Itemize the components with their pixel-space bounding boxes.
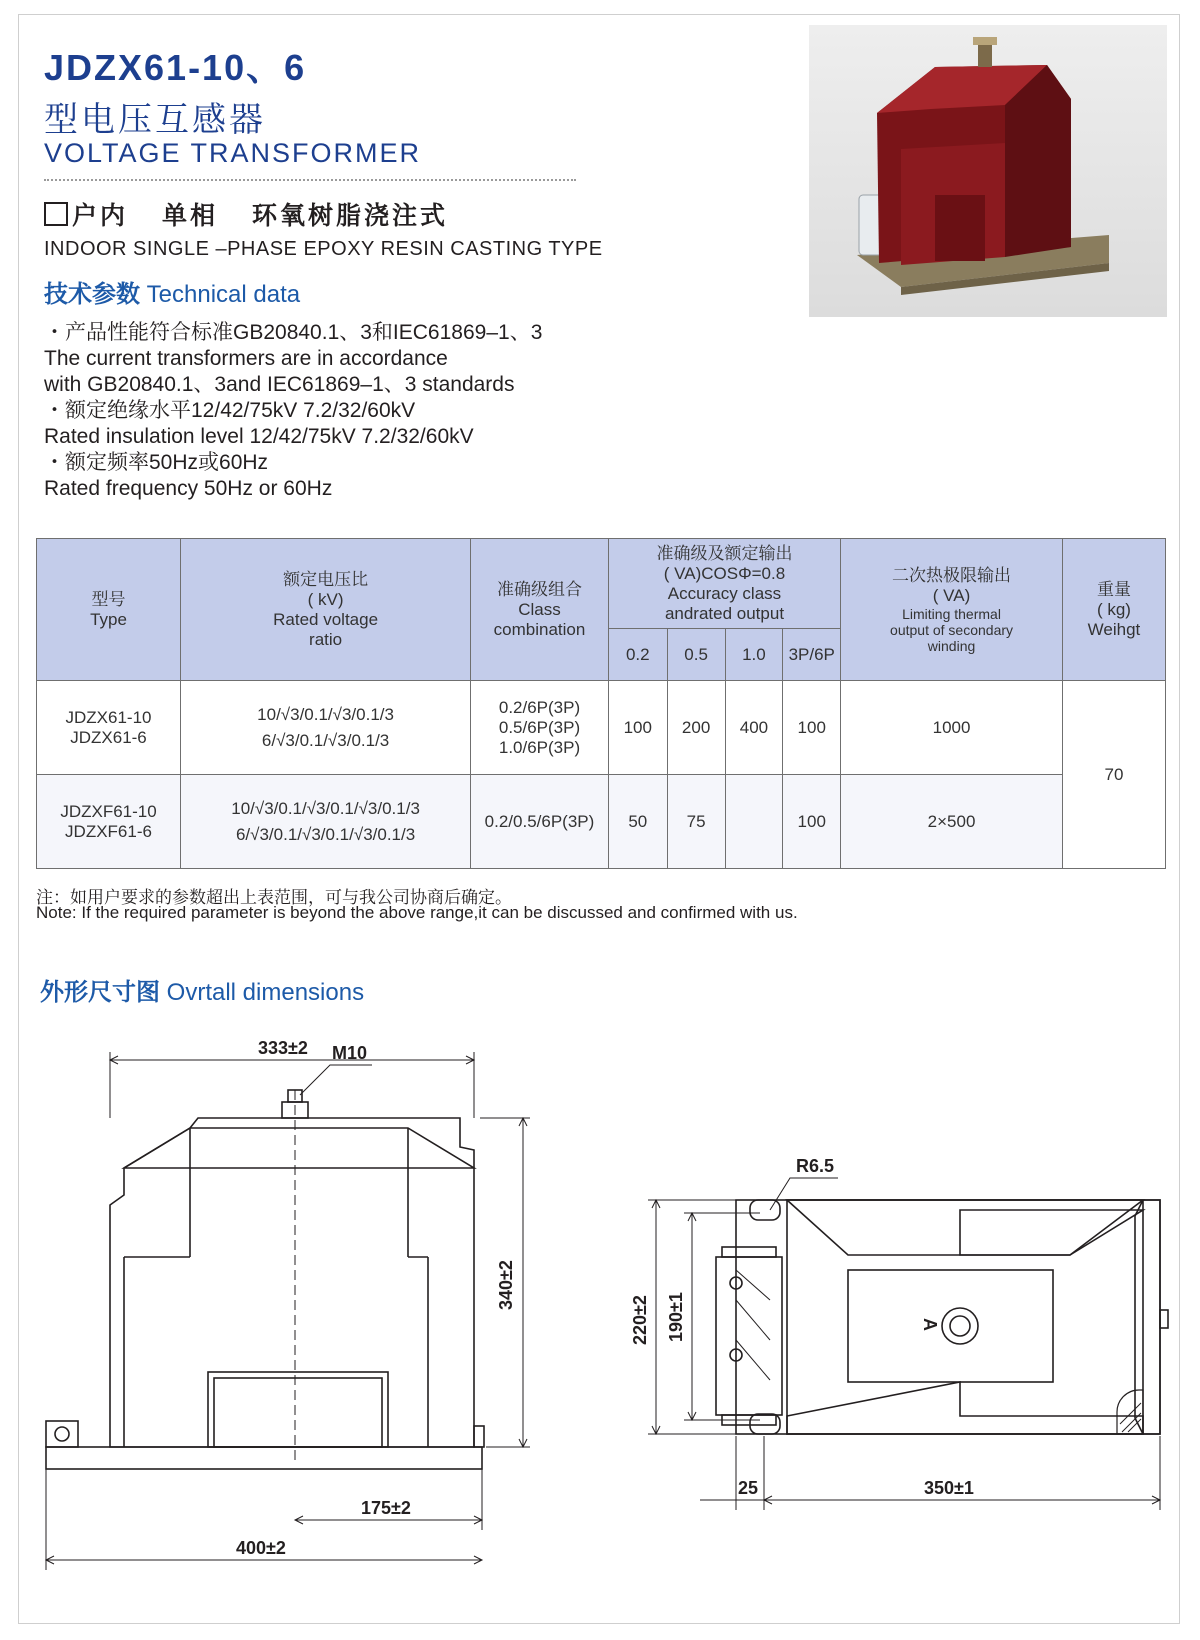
dimensions-heading: 外形尺寸图 Ovrtall dimensions (40, 979, 365, 1006)
transformer-photo-illustration (809, 25, 1167, 317)
header-class: 准确级组合 Class combination (471, 539, 609, 681)
dim-base: 400±2 (236, 1538, 286, 1558)
spec-line: Rated frequency 50Hz or 60Hz (44, 477, 333, 500)
dim-top-width-inner: 190±1 (666, 1292, 686, 1342)
dim-radius: R6.5 (796, 1156, 835, 1176)
header-type: 型号 Type (37, 539, 181, 681)
spec-line: with GB20840.1、3and IEC61869–1、3 standards (44, 373, 515, 396)
header-acc-col: 1.0 (725, 629, 783, 681)
terminal-mark: A (920, 1318, 940, 1331)
dim-length: 350±1 (924, 1478, 974, 1498)
cell-acc: 100 (608, 681, 667, 775)
top-view-drawing (648, 1178, 1168, 1510)
header-acc-col: 3P/6P (783, 629, 841, 681)
header-thermal: 二次热极限输出 ( VA) Limiting thermal output of secondary winding (841, 539, 1063, 681)
spec-line: Rated insulation level 12/42/75kV 7.2/32/60kV (44, 425, 474, 448)
category-cn: 户内 单相 环氧树脂浇注式 (44, 196, 448, 232)
note-cn: 注：如用户要求的参数超出上表范围，可与我公司协商后确定。 (36, 888, 512, 907)
product-title-en: VOLTAGE TRANSFORMER (44, 138, 422, 168)
header-accuracy: 准确级及额定输出 ( VA)COSΦ=0.8 Accuracy class andrated output (608, 539, 840, 629)
cell-acc: 100 (783, 681, 841, 775)
spec-line: The current transformers are in accordance (44, 347, 448, 370)
cell-weight: 70 (1062, 681, 1165, 869)
dim-front-height: 340±2 (496, 1260, 516, 1310)
technical-data-heading: 技术参数 Technical data (44, 281, 301, 308)
table-row (37, 775, 1166, 869)
product-title-cn: 型电压互感器 (44, 101, 266, 139)
cell-type: JDZX61-10 JDZX61-6 (37, 681, 181, 775)
header-acc-col: 0.2 (608, 629, 667, 681)
cell-class: 0.2/6P(3P) 0.5/6P(3P) 1.0/6P(3P) (471, 681, 609, 775)
cell-class: 0.2/0.5/6P(3P) (471, 775, 609, 869)
dim-offset: 25 (738, 1478, 759, 1498)
cell-type: JDZXF61-10 JDZXF61-6 (37, 775, 181, 869)
front-view-drawing (46, 1052, 530, 1570)
category-en: INDOOR SINGLE –PHASE EPOXY RESIN CASTING TYPE (44, 238, 603, 260)
note-en: Note: If the required parameter is beyond the above range,it can be discussed and confirmed with us. (36, 903, 798, 922)
spec-line: ・额定频率50Hz或60Hz (44, 451, 269, 474)
header-weight: 重量 ( kg) Weihgt (1062, 539, 1165, 681)
dim-front-width-top: 333±2 (258, 1038, 308, 1058)
model-title: JDZX61-10、6 (44, 47, 307, 88)
cell-acc: 100 (783, 775, 841, 869)
dim-top-width-outer: 220±2 (630, 1295, 650, 1345)
cell-ratio: 10/√3/0.1/√3/0.1/√3/0.1/3 6/√3/0.1/√3/0.1/√3/0.1/3 (181, 775, 471, 869)
cell-acc: 50 (608, 775, 667, 869)
spec-lines (44, 320, 542, 502)
dotted-divider (44, 179, 576, 181)
header-ratio: 额定电压比 ( kV) Rated voltage ratio (181, 539, 471, 681)
table-row (37, 681, 1166, 775)
cell-acc: 75 (667, 775, 725, 869)
dim-half-base: 175±2 (361, 1498, 411, 1518)
cell-ratio: 10/√3/0.1/√3/0.1/3 6/√3/0.1/√3/0.1/3 (181, 681, 471, 775)
dimension-drawings (0, 1030, 1200, 1620)
cell-acc: 400 (725, 681, 783, 775)
spec-line: ・产品性能符合标准GB20840.1、3和IEC61869–1、3 (44, 321, 543, 344)
spec-table (36, 538, 1166, 869)
cell-acc (725, 775, 783, 869)
cell-thermal: 1000 (841, 681, 1063, 775)
spec-line: ・额定绝缘水平12/42/75kV 7.2/32/60kV (44, 399, 416, 422)
cell-acc: 200 (667, 681, 725, 775)
checkbox-icon (44, 202, 68, 226)
product-photo (809, 25, 1167, 317)
header-acc-col: 0.5 (667, 629, 725, 681)
cell-thermal: 2×500 (841, 775, 1063, 869)
dim-bolt: M10 (332, 1043, 368, 1063)
